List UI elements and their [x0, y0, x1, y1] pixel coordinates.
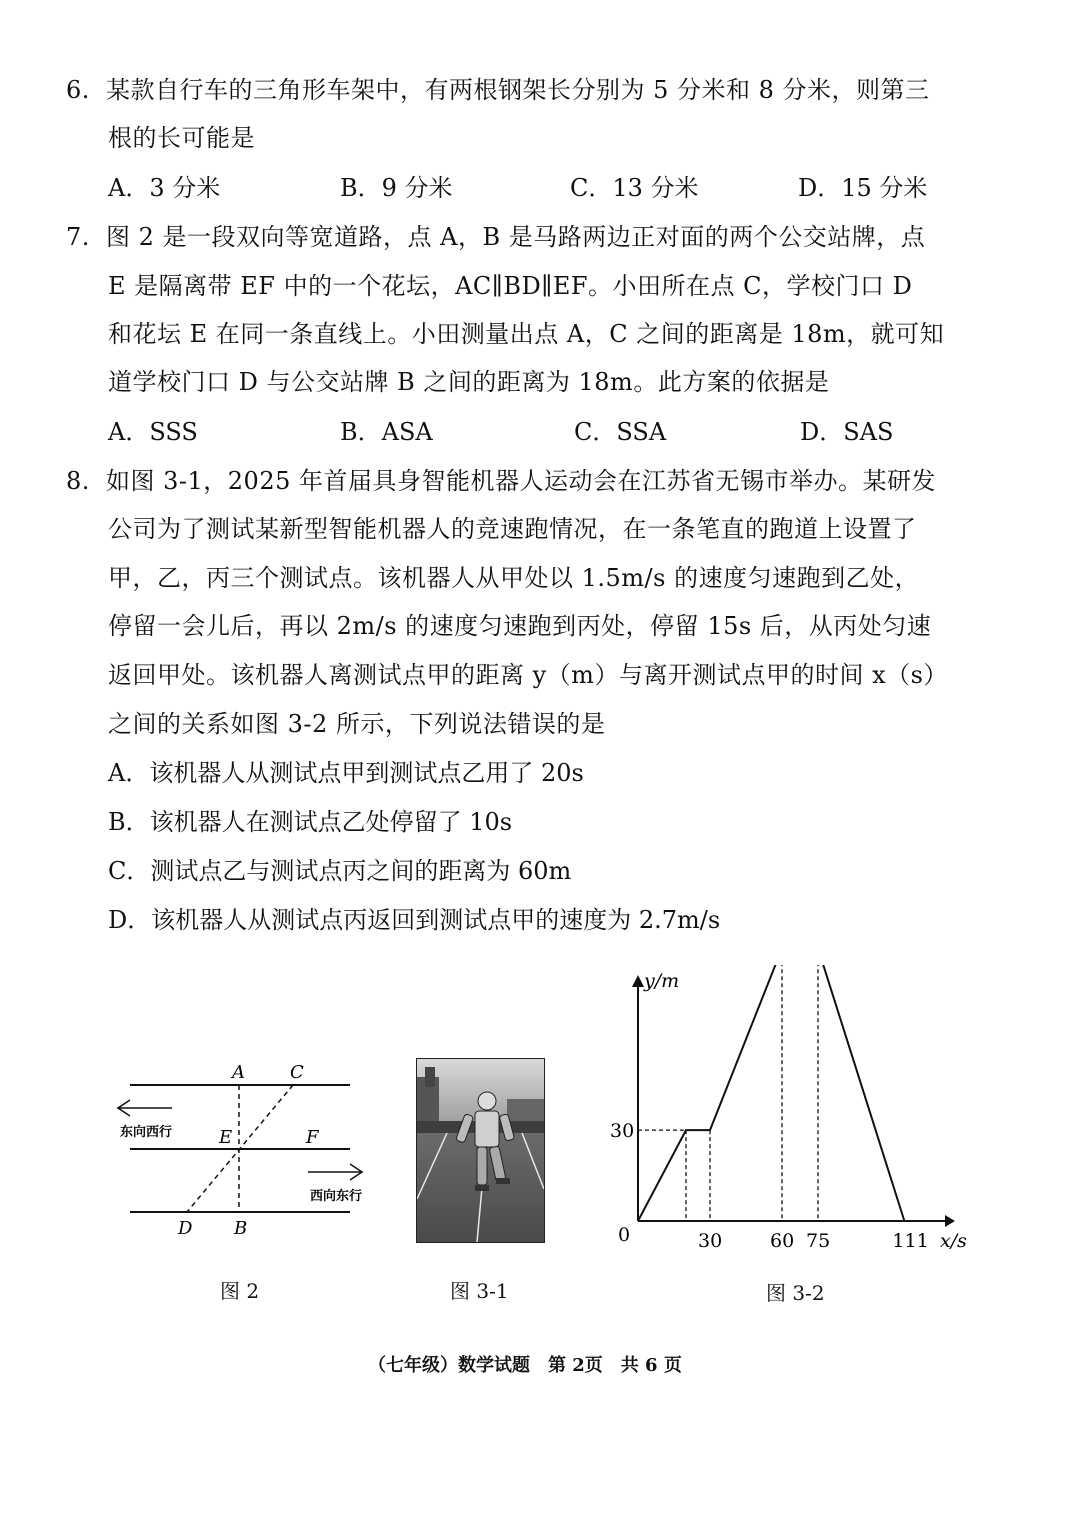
q8-line-6: 之间的关系如图 3-2 所示，下列说法错误的是: [108, 710, 606, 738]
y-axis-label: y/m: [644, 970, 680, 992]
x-tick-label-30: 30: [698, 1230, 723, 1252]
label-c: C: [290, 1062, 304, 1083]
arrow-east-icon: [308, 1164, 362, 1180]
figure-3-2-chart: [600, 965, 980, 1255]
q8-line-2: 公司为了测试某新型智能机器人的竞速跑情况，在一条笔直的跑道上设置了: [108, 515, 917, 543]
q7-option-c: C．SSA: [574, 418, 667, 446]
q8-line-3: 甲，乙，丙三个测试点。该机器人从甲处以 1.5m/s 的速度匀速跑到乙处，: [108, 564, 920, 592]
q7-line-2: E 是隔离带 EF 中的一个花坛，AC∥BD∥EF。小田所在点 C，学校门口 D: [108, 272, 913, 300]
label-d: D: [178, 1218, 193, 1239]
q7-option-b: B．ASA: [340, 418, 433, 446]
q8-line-1: 如图 3-1，2025 年首届具身智能机器人运动会在江苏省无锡市举办。某研发: [106, 467, 936, 495]
q8-option-c: C．测试点乙与测试点丙之间的距离为 60m: [108, 857, 572, 885]
q6-option-d: D．15 分米: [798, 174, 928, 202]
label-a: A: [232, 1062, 245, 1083]
figure-3-1-robot-photo: [416, 1058, 545, 1243]
q7-line-1: 图 2 是一段双向等宽道路，点 A，B 是马路两边正对面的两个公交站牌，点: [106, 223, 926, 251]
page-footer: （七年级）数学试题 第 2页 共 6 页: [368, 1355, 682, 1376]
q8-option-b: B．该机器人在测试点乙处停留了 10s: [108, 808, 513, 836]
origin-label: 0: [618, 1224, 631, 1246]
label-f: F: [306, 1127, 319, 1148]
q6-option-a: A．3 分米: [108, 174, 221, 202]
x-axis-arrow-icon: [945, 1215, 955, 1227]
q8-number: 8.: [66, 467, 90, 495]
arrow-west-label: 东向西行: [120, 1125, 173, 1140]
q7-option-d: D．SAS: [800, 418, 894, 446]
q8-option-d: D．该机器人从测试点丙返回到测试点甲的速度为 2.7m/s: [108, 906, 721, 934]
q6-line-2: 根的长可能是: [108, 124, 255, 152]
x-axis-label: x/s: [940, 1230, 967, 1252]
q7-number: 7.: [66, 223, 90, 251]
distance-time-line: [638, 965, 904, 1221]
q6-line-1: 某款自行车的三角形车架中，有两根钢架长分别为 5 分米和 8 分米，则第三: [106, 76, 930, 104]
figure-2-road-diagram: [100, 1050, 370, 1250]
q8-line-4: 停留一会儿后，再以 2m/s 的速度匀速跑到丙处，停留 15s 后，从丙处匀速: [108, 612, 932, 640]
arrow-east-label: 西向东行: [310, 1189, 363, 1204]
x-tick-label-111: 111: [892, 1230, 929, 1252]
q6-option-b: B．9 分米: [340, 174, 453, 202]
q7-line-4: 道学校门口 D 与公交站牌 B 之间的距离为 18m。此方案的依据是: [108, 368, 830, 396]
y-axis-arrow-icon: [632, 975, 644, 987]
figure-2-caption: 图 2: [220, 1279, 260, 1303]
q7-line-3: 和花坛 E 在同一条直线上。小田测量出点 A，C 之间的距离是 18m，就可知: [108, 320, 945, 348]
q7-option-a: A．SSS: [108, 418, 198, 446]
x-tick-label-75: 75: [806, 1230, 831, 1252]
label-e: E: [219, 1127, 233, 1148]
q8-option-a: A．该机器人从测试点甲到测试点乙用了 20s: [108, 759, 584, 787]
y-tick-label-30: 30: [610, 1120, 635, 1143]
label-b: B: [234, 1218, 248, 1239]
figure-3-1-caption: 图 3-1: [450, 1279, 509, 1303]
x-tick-label-60: 60: [770, 1230, 795, 1252]
arrow-west-icon: [118, 1100, 172, 1116]
q8-line-5: 返回甲处。该机器人离测试点甲的距离 y（m）与离开测试点甲的时间 x（s）: [108, 661, 948, 689]
figure-3-2-caption: 图 3-2: [766, 1281, 825, 1305]
q6-number: 6.: [66, 76, 90, 104]
q6-option-c: C．13 分米: [570, 174, 699, 202]
